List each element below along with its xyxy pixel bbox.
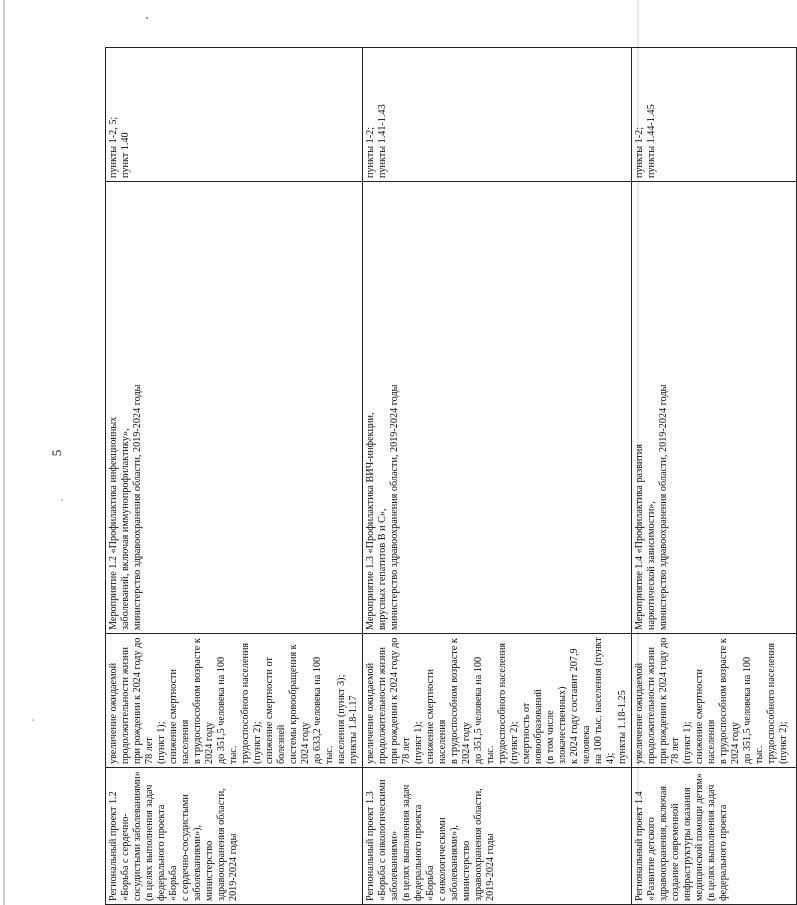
regional-project-cell: Региональный проект 1.3 «Борьба с онкологическими заболеваниями» (в целях выполнения задач федерального проекта «Борьба с онкологическими заболеваниями»), министерство здравоохранения области, 2019-2024 годы xyxy=(363,768,632,905)
document-sheet xyxy=(105,48,789,905)
rotated-table-wrapper xyxy=(105,48,789,905)
measure-cell: Мероприятие 1.4 «Профилактика развития наркотической зависимости», министерство здравоохранения области, 2019-2024 годы xyxy=(632,182,797,634)
expected-result-cell: увеличение ожидаемой продолжительности жизни при рождении к 2024 году до 78 лет (пункт 1); снижение смертности населения в трудоспособном возрасте к 2024 году до 351,5 человека на 100 тыс. трудоспособного населения (пункт 2); снижение смертности от болезней системы кровообращения к 2024 году до 633,2 человека на 100 тыс. населения (пункт 3); пункты 1.8-1.17 xyxy=(106,634,363,768)
measure-cell: Мероприятие 1.3 «Профилактика ВИЧ-инфекции, вирусных гепатитов В и С», министерство здравоохранения области, 2019-2024 годы xyxy=(363,182,632,634)
indicators-cell: пункты 1-2; пункты 1.41-1.43 xyxy=(363,48,632,182)
expected-result-cell: увеличение ожидаемой продолжительности жизни при рождении к 2024 году до 78 лет (пункт 1); снижение смертности населения в трудоспособном возрасте к 2024 году до 351,5 человека на 100 тыс. трудоспособного населения (пункт 2); смертность от новообразований (в том числе злокачественных) к 2024 году составит 207,9 человека на 100 тыс. населения (пункт 4); пункты 1.18-1.25 xyxy=(363,634,632,768)
table-row xyxy=(106,48,363,905)
measure-cell: Мероприятие 1.2 «Профилактика инфекционных заболеваний, включая иммунопрофилактику», министерство здравоохранения области, 2019-2024 годы xyxy=(106,182,363,634)
expected-result-cell: увеличение ожидаемой продолжительности жизни при рождении к 2024 году до 78 лет (пункт 1); снижение смертности населения в трудоспособном возрасте к 2024 году до 351,5 человека на 100 тыс. трудоспособного населения (пункт 2); xyxy=(632,634,797,768)
table-row xyxy=(363,48,632,905)
table-row xyxy=(632,48,797,905)
regional-project-cell: Региональный проект 1.4 «Развитие детского здравоохранения, включая создание современной инфраструктуры оказания медицинской помощи детям» (в целях выполнения задач федерального проекта xyxy=(632,768,797,905)
regional-project-cell: Региональный проект 1.2 «Борьба с сердечно- сосудистыми заболеваниями» (в целях выполнения задач федерального проекта «Борьба с сердечно-сосудистыми заболеваниями»), министерство здравоохранения области, 2019-2024 годы xyxy=(106,768,363,905)
program-table xyxy=(105,47,797,905)
indicators-cell: пункты 1-2, 5; пункт 1.40 xyxy=(106,48,363,182)
indicators-cell: пункты 1-2; пункты 1.44-1.45 xyxy=(632,48,797,182)
page-number: 5 xyxy=(49,449,64,457)
